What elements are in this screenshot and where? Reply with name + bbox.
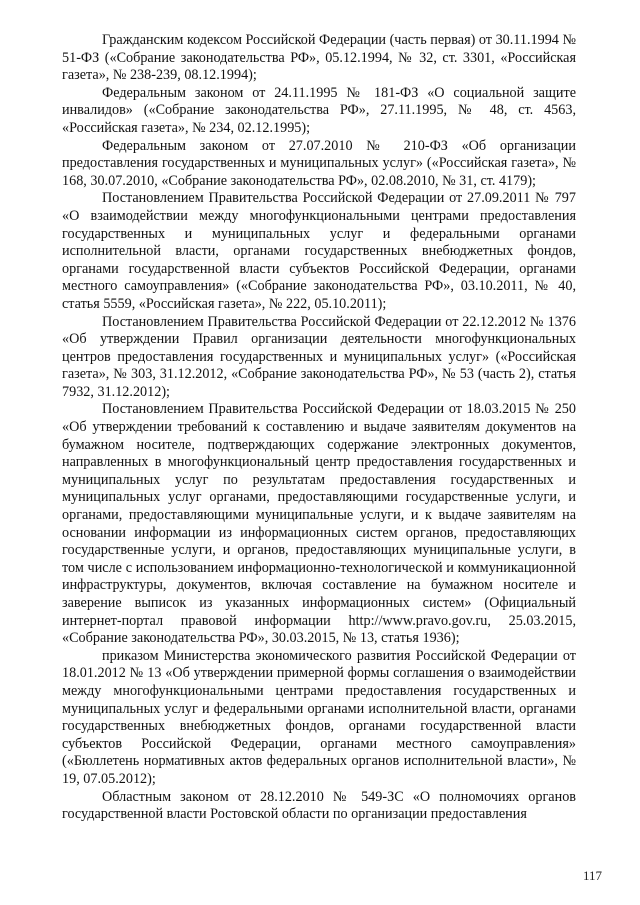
- paragraph-law-181-fz: Федеральным законом от 24.11.1995 № 181-ФЗ «О социальной защите инвалидов» («Собрание законодательства РФ», 27.11.1995, № 48, ст. 4563, «Российская газета», № 234, 02.12.1995);: [62, 84, 576, 136]
- paragraph-civil-code: Гражданским кодексом Российской Федерации (часть первая) от 30.11.1994 № 51-ФЗ («Собрание законодательства РФ», 05.12.1994, № 32, ст. 3301, «Российская газета», № 238-239, 08.12.1994);: [62, 32, 576, 84]
- document-body: [62, 32, 576, 824]
- page-number: 117: [582, 868, 602, 883]
- paragraph-order-13: приказом Министерства экономического развития Российской Федерации от 18.01.2012 № 13 «Об утверждении примерной формы соглашения о взаимодействии между многофункциональными центрами предоставления государственных и муниципальных услуг и федеральными органами исполнительной власти, органами государственных внебюджетных фондов, органами государственной власти субъектов Российской Федерации, органами местного самоуправления» («Бюллетень нормативных актов федеральных органов исполнительной власти», № 19, 07.05.2012);: [62, 647, 576, 787]
- paragraph-decree-797: Постановлением Правительства Российской Федерации от 27.09.2011 № 797 «О взаимодействии между многофункциональными центрами предоставления государственных и муниципальных услуг и федеральными органами исполнительной власти, органами государственных внебюджетных фондов, органами государственной власти субъектов Российской Федерации, органами местного самоуправления» («Собрание законодательства РФ», 03.10.2011, № 40, статья 5559, «Российская газета», № 222, 05.10.2011);: [62, 190, 576, 312]
- paragraph-decree-1376: Постановлением Правительства Российской Федерации от 22.12.2012 № 1376 «Об утверждении Правил организации деятельности многофункциональных центров предоставления государственных и муниципальных услуг» («Российская газета», № 303, 31.12.2012, «Собрание законодательства РФ», № 53 (часть 2), статья 7932, 31.12.2012);: [62, 313, 576, 400]
- paragraph-decree-250: Постановлением Правительства Российской Федерации от 18.03.2015 № 250 «Об утверждении требований к составлению и выдаче заявителям документов на бумажном носителе, подтверждающих содержание электронных документов, направленных в многофункциональный центр предоставления государственных и муниципальных услуг по результатам предоставления государственных и муниципальных услуг органами, предоставляющими государственные услуги, и органами, предоставляющими муниципальные услуги, и к выдаче заявителям на основании информации из информационных систем органов, предоставляющих государственные услуги, и органов, предоставляющих муниципальные услуги, в том числе с использованием информационно-технологической и коммуникационной инфраструктуры, документов, включая составление на бумажном носителе и заверение выписок из указанных информационных систем» (Официальный интернет-портал правовой информации http://www.pravo.gov.ru, 25.03.2015, «Собрание законодательства РФ», 30.03.2015, № 13, статья 1936);: [62, 401, 576, 647]
- paragraph-regional-law-549: Областным законом от 28.12.2010 № 549-ЗС «О полномочиях органов государственной власти Ростовской области по организации предоставления: [62, 788, 576, 823]
- paragraph-law-210-fz: Федеральным законом от 27.07.2010 № 210-ФЗ «Об организации предоставления государственных и муниципальных услуг» («Российская газета», № 168, 30.07.2010, «Собрание законодательства РФ», 02.08.2010, № 31, ст. 4179);: [62, 137, 576, 189]
